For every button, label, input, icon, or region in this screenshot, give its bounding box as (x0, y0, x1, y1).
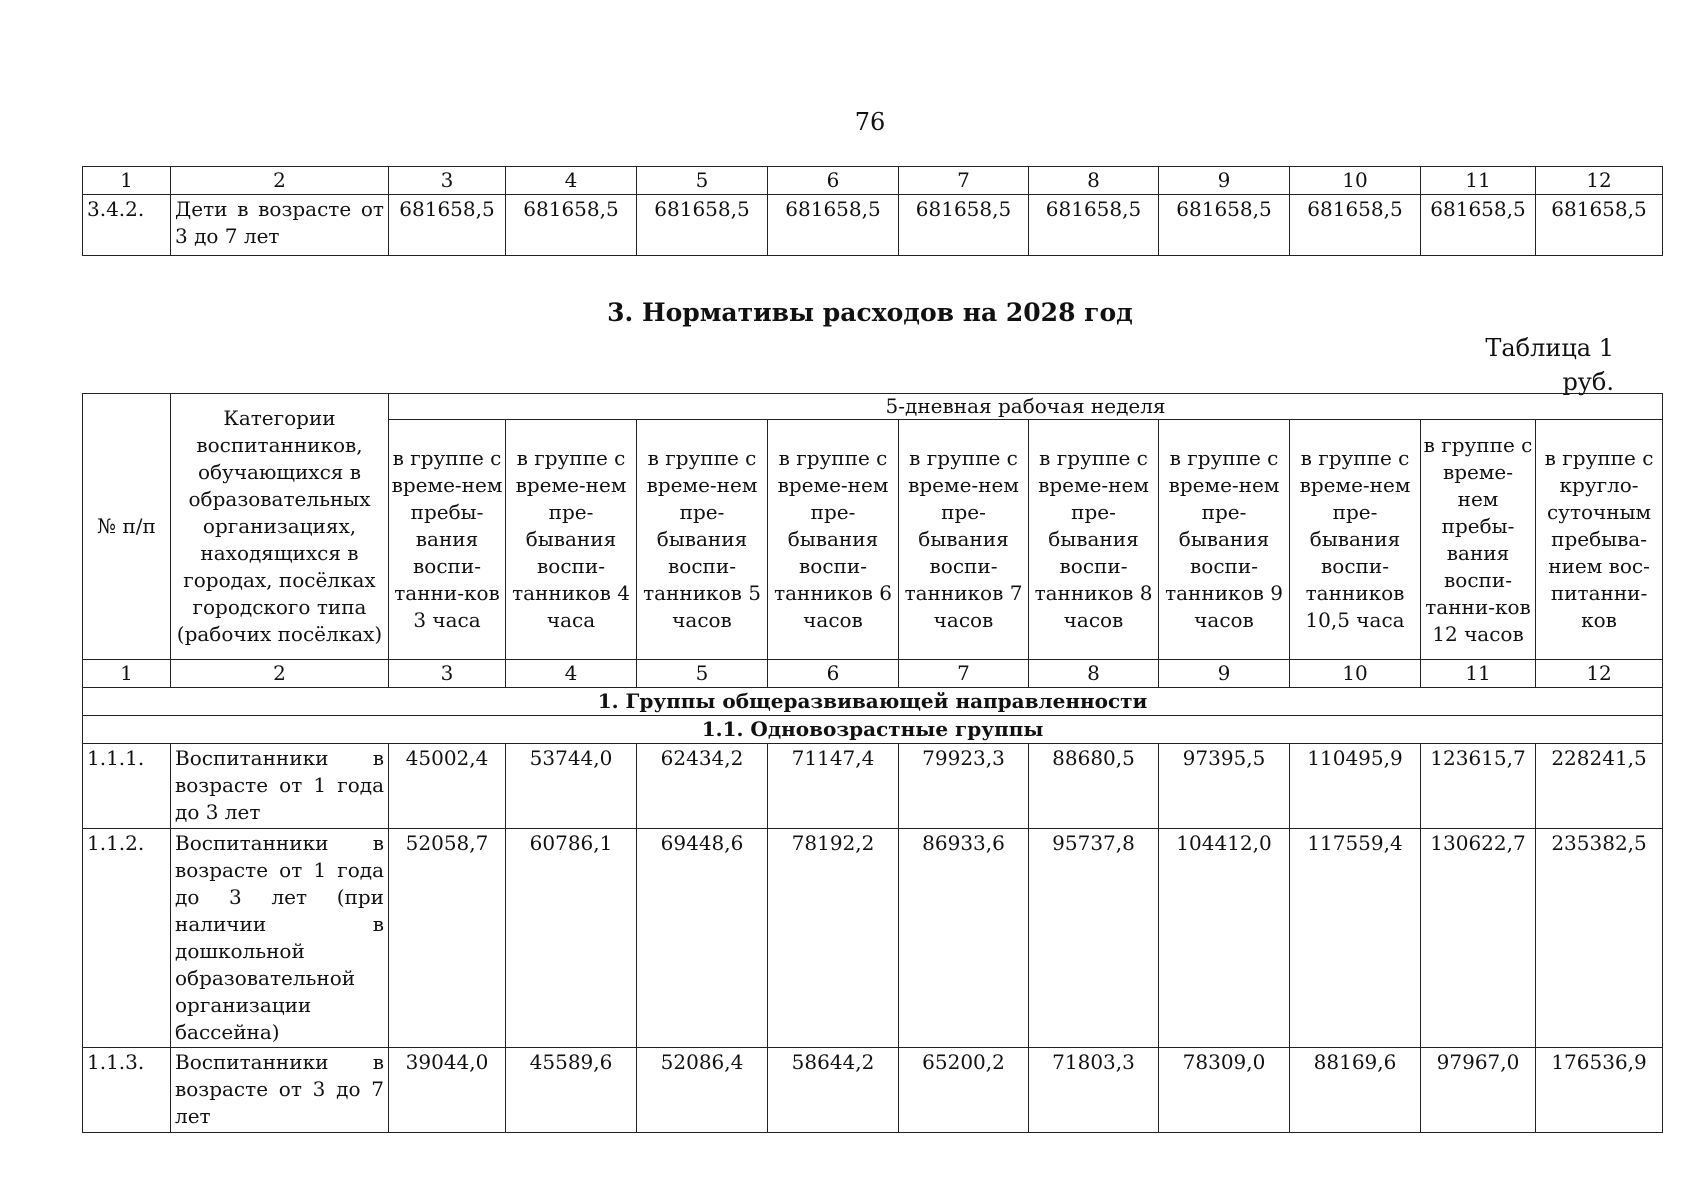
group-header: в группе с време-нем пре-бывания воспи-танников 6 часов (768, 420, 899, 660)
cost-value: 681658,5 (1421, 195, 1536, 256)
group-header: в группе с време-нем пре-бывания воспи-танников 4 часа (506, 420, 637, 660)
cost-value: 39044,0 (389, 1048, 506, 1133)
unit-label: руб. (1562, 368, 1614, 396)
cost-value: 176536,9 (1536, 1048, 1663, 1133)
table-row (83, 744, 1663, 829)
group-title-row (83, 688, 1663, 716)
subgroup-title-row (83, 716, 1663, 744)
cost-value: 69448,6 (637, 829, 768, 1048)
column-number: 1 (83, 167, 171, 195)
num-header: № п/п (83, 394, 171, 660)
cost-value: 681658,5 (1159, 195, 1290, 256)
group-header: в группе с кругло-суточным пребыва-нием вос-питанни-ков (1536, 420, 1663, 660)
column-number: 3 (389, 167, 506, 195)
cost-value: 45589,6 (506, 1048, 637, 1133)
cost-value: 235382,5 (1536, 829, 1663, 1048)
cost-value: 117559,4 (1290, 829, 1421, 1048)
subgroup-title: 1.1. Одновозрастные группы (83, 716, 1663, 744)
cost-value: 104412,0 (1159, 829, 1290, 1048)
column-number: 9 (1159, 167, 1290, 195)
column-number: 3 (389, 660, 506, 688)
cost-value: 681658,5 (506, 195, 637, 256)
cost-value: 110495,9 (1290, 744, 1421, 829)
column-number: 4 (506, 660, 637, 688)
row-number: 1.1.1. (83, 744, 171, 829)
cost-value: 52086,4 (637, 1048, 768, 1133)
column-number: 6 (768, 660, 899, 688)
row-number: 3.4.2. (83, 195, 171, 256)
cost-value: 97395,5 (1159, 744, 1290, 829)
column-number: 10 (1290, 167, 1421, 195)
column-number: 12 (1536, 167, 1663, 195)
cost-value: 65200,2 (899, 1048, 1029, 1133)
cost-value: 123615,7 (1421, 744, 1536, 829)
row-number: 1.1.3. (83, 1048, 171, 1133)
column-number: 4 (506, 167, 637, 195)
table-row (83, 1048, 1663, 1133)
column-number: 12 (1536, 660, 1663, 688)
cost-value: 60786,1 (506, 829, 637, 1048)
group-header: в группе с време-нем пре-бывания воспи-танников 9 часов (1159, 420, 1290, 660)
cost-value: 62434,2 (637, 744, 768, 829)
group-header: в группе с време-нем пре-бывания воспи-танников 8 часов (1029, 420, 1159, 660)
column-number: 11 (1421, 660, 1536, 688)
column-number: 2 (171, 167, 389, 195)
table-label: Таблица 1 (1485, 334, 1614, 362)
cost-value: 52058,7 (389, 829, 506, 1048)
column-number: 7 (899, 660, 1029, 688)
norms-table (82, 393, 1663, 1133)
cost-value: 45002,4 (389, 744, 506, 829)
cost-value: 53744,0 (506, 744, 637, 829)
table-row (83, 829, 1663, 1048)
column-number: 2 (171, 660, 389, 688)
page-number: 76 (854, 108, 886, 136)
cost-value: 58644,2 (768, 1048, 899, 1133)
continuation-table (82, 166, 1663, 256)
cost-value: 71803,3 (1029, 1048, 1159, 1133)
column-number: 10 (1290, 660, 1421, 688)
header-row (83, 394, 1663, 420)
cost-value: 79923,3 (899, 744, 1029, 829)
column-number: 1 (83, 660, 171, 688)
group-header: в группе с време-нем пребы-вания воспи-танни-ков 3 часа (389, 420, 506, 660)
column-number: 8 (1029, 167, 1159, 195)
cost-value: 681658,5 (768, 195, 899, 256)
section-title: 3. Нормативы расходов на 2028 год (607, 298, 1133, 327)
cost-value: 88169,6 (1290, 1048, 1421, 1133)
cost-value: 130622,7 (1421, 829, 1536, 1048)
group-title: 1. Группы общеразвивающей направленности (83, 688, 1663, 716)
category-header: Категории воспитанников, обучающихся в образовательных организациях, находящихся в городах, посёлках городского типа (рабочих посёлках) (171, 394, 389, 660)
column-number: 7 (899, 167, 1029, 195)
row-category: Воспитанники в возрасте от 3 до 7 лет (171, 1048, 389, 1133)
cost-value: 78192,2 (768, 829, 899, 1048)
cost-value: 228241,5 (1536, 744, 1663, 829)
column-number-row (83, 660, 1663, 688)
group-header: в группе с време-нем пре-бывания воспи-танников 5 часов (637, 420, 768, 660)
column-number: 5 (637, 660, 768, 688)
cost-value: 681658,5 (637, 195, 768, 256)
cost-value: 88680,5 (1029, 744, 1159, 829)
group-header: в группе с време-нем пре-бывания воспи-танников 7 часов (899, 420, 1029, 660)
cost-value: 78309,0 (1159, 1048, 1290, 1133)
cost-value: 95737,8 (1029, 829, 1159, 1048)
row-number: 1.1.2. (83, 829, 171, 1048)
cost-value: 681658,5 (899, 195, 1029, 256)
row-category: Воспитанники в возрасте от 1 года до 3 лет (171, 744, 389, 829)
column-number: 6 (768, 167, 899, 195)
group-header: в группе с време-нем пребы-вания воспи-танни-ков 12 часов (1421, 420, 1536, 660)
cost-value: 681658,5 (1290, 195, 1421, 256)
cost-value: 681658,5 (1536, 195, 1663, 256)
row-category: Дети в возрасте от 3 до 7 лет (171, 195, 389, 256)
cost-value: 681658,5 (1029, 195, 1159, 256)
cost-value: 97967,0 (1421, 1048, 1536, 1133)
cost-value: 71147,4 (768, 744, 899, 829)
column-number-row (83, 167, 1663, 195)
column-number: 9 (1159, 660, 1290, 688)
group-header: в группе с време-нем пре-бывания воспи-танников 10,5 часа (1290, 420, 1421, 660)
cost-value: 681658,5 (389, 195, 506, 256)
cost-value: 86933,6 (899, 829, 1029, 1048)
column-number: 5 (637, 167, 768, 195)
column-number: 11 (1421, 167, 1536, 195)
column-number: 8 (1029, 660, 1159, 688)
row-category: Воспитанники в возрасте от 1 года до 3 лет (при наличии в дошкольной образовательной организации бассейна) (171, 829, 389, 1048)
table-row (83, 195, 1663, 256)
week-header: 5-дневная рабочая неделя (389, 394, 1663, 420)
